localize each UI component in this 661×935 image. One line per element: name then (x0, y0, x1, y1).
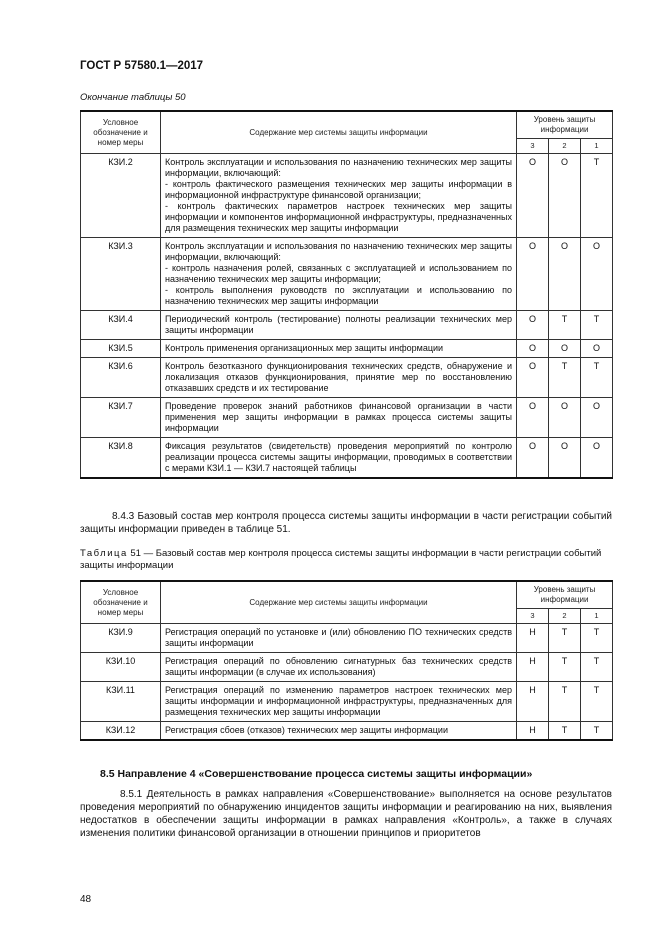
measure-content (161, 682, 517, 722)
level-2-value: О (549, 398, 581, 438)
table-row (81, 154, 613, 238)
measure-content (161, 722, 517, 741)
measure-content-line: Контроль применения организационных мер защиты информации (165, 343, 444, 353)
level-2-value: Т (549, 311, 581, 340)
header-level-1: 1 (581, 609, 613, 624)
header-level-3: 3 (517, 609, 549, 624)
level-2-value: О (549, 438, 581, 479)
level-1-value: Т (581, 653, 613, 682)
table-row (81, 398, 613, 438)
level-1-value: О (581, 238, 613, 311)
measure-content-line: - контроль фактического размещения технических мер защиты информации в информационной инфраструктуре финансовой организации; (165, 179, 512, 200)
header-code: Условное обозначение и номер меры (81, 581, 161, 624)
measure-content-line: - контроль фактических параметров настроек технических мер защиты информации и компонентов информационной инфраструктуры, предназначенных для размещения технических мер защиты информации (165, 201, 512, 233)
level-2-value: Т (549, 682, 581, 722)
measure-content (161, 311, 517, 340)
table-row (81, 682, 613, 722)
level-3-value: Н (517, 653, 549, 682)
level-3-value: О (517, 311, 549, 340)
header-level-2: 2 (549, 609, 581, 624)
table-row (81, 624, 613, 653)
level-3-value: Н (517, 624, 549, 653)
page-number: 48 (80, 894, 92, 905)
level-1-value: О (581, 340, 613, 358)
measure-content-line: Контроль безотказного функционирования технических средств, обнаружение и локализация отказов функционирования, принятие мер по восстановлению отказавших средств и их тестирование (165, 361, 512, 393)
level-3-value: О (517, 238, 549, 311)
level-3-value: Н (517, 722, 549, 741)
measure-content-line: Регистрация сбоев (отказов) технических мер защиты информации (165, 725, 448, 735)
measure-content-line: - контроль назначения ролей, связанных с эксплуатацией и использованием по назначению технических мер защиты информации; (165, 263, 512, 284)
header-levels: Уровень защиты информации (517, 111, 613, 139)
measure-code: КЗИ.5 (81, 340, 161, 358)
measure-content (161, 154, 517, 238)
measure-code: КЗИ.9 (81, 624, 161, 653)
table-50 (80, 110, 613, 479)
level-1-value: О (581, 398, 613, 438)
level-1-value: О (581, 438, 613, 479)
table-row (81, 438, 613, 479)
table51-title (80, 548, 612, 572)
level-3-value: О (517, 398, 549, 438)
level-1-value: Т (581, 154, 613, 238)
measure-code: КЗИ.8 (81, 438, 161, 479)
measure-content-line: - контроль выполнения руководств по эксплуатации и использованию по назначению технических мер защиты информации (165, 285, 512, 306)
paragraph-8-4-3: 8.4.3 Базовый состав мер контроля процесса системы защиты информации в части регистрации событий защиты информации приведен в таблице 51. (80, 511, 612, 535)
level-2-value: О (549, 340, 581, 358)
level-2-value: О (549, 154, 581, 238)
header-levels: Уровень защиты информации (517, 581, 613, 609)
level-3-value: О (517, 438, 549, 479)
measure-content (161, 624, 517, 653)
level-3-value: О (517, 358, 549, 398)
level-2-value: О (549, 238, 581, 311)
table-row (81, 340, 613, 358)
level-2-value: Т (549, 653, 581, 682)
header-level-2: 2 (549, 139, 581, 154)
header-code: Условное обозначение и номер меры (81, 111, 161, 154)
level-1-value: Т (581, 311, 613, 340)
measure-content (161, 358, 517, 398)
measure-code: КЗИ.3 (81, 238, 161, 311)
measure-code: КЗИ.6 (81, 358, 161, 398)
measure-code: КЗИ.4 (81, 311, 161, 340)
header-level-3: 3 (517, 139, 549, 154)
measure-content-line: Фиксация результатов (свидетельств) проведения мероприятий по контролю реализации процесса системы защиты информации, проводимых в соответствии с мерами КЗИ.1 — КЗИ.7 настоящей таблицы (165, 441, 512, 473)
measure-content-line: Регистрация операций по изменению параметров настроек технических мер защиты информации и информационной инфраструктуры, предназначенных для размещения технических мер защиты информации (165, 685, 512, 717)
measure-content (161, 340, 517, 358)
measure-code: КЗИ.12 (81, 722, 161, 741)
measure-content-line: Регистрация операций по обновлению сигнатурных баз технических средств защиты информации (в случае их использования) (165, 656, 512, 677)
level-3-value: О (517, 340, 549, 358)
measure-code: КЗИ.2 (81, 154, 161, 238)
header-content: Содержание мер системы защиты информации (161, 581, 517, 624)
measure-content (161, 238, 517, 311)
header-level-1: 1 (581, 139, 613, 154)
paragraph-8-5-1: 8.5.1 Деятельность в рамках направления «Совершенствование» выполняется на основе результатов проведения мероприятий по обнаружению инцидентов защиты информации и реагированию на них, выявления недостатков в обеспечении защиты информации в рамках направления «Контроль», а также в случаях изменения политики финансовой организации в отношении принципов и приоритетов (80, 789, 612, 839)
table-row (81, 653, 613, 682)
measure-content-line: Контроль эксплуатации и использования по назначению технических мер защиты информации, включающий: (165, 157, 512, 178)
level-3-value: О (517, 154, 549, 238)
table-row (81, 722, 613, 741)
measure-content-line: Регистрация операций по установке и (или) обновлению ПО технических средств защиты информации (165, 627, 512, 648)
document-header: ГОСТ Р 57580.1—2017 (80, 60, 204, 72)
measure-content-line: Контроль эксплуатации и использования по назначению технических мер защиты информации, включающий: (165, 241, 512, 262)
header-content: Содержание мер системы защиты информации (161, 111, 517, 154)
level-1-value: Т (581, 722, 613, 741)
measure-code: КЗИ.10 (81, 653, 161, 682)
measure-content-line: Периодический контроль (тестирование) полноты реализации технических мер защиты информации (165, 314, 512, 335)
table-row (81, 238, 613, 311)
measure-code: КЗИ.11 (81, 682, 161, 722)
level-1-value: Т (581, 358, 613, 398)
table-row (81, 358, 613, 398)
level-2-value: Т (549, 722, 581, 741)
measure-content (161, 398, 517, 438)
table-51 (80, 580, 613, 741)
measure-content (161, 438, 517, 479)
level-2-value: Т (549, 358, 581, 398)
measure-content (161, 653, 517, 682)
table50-caption: Окончание таблицы 50 (80, 92, 186, 103)
level-1-value: Т (581, 682, 613, 722)
measure-code: КЗИ.7 (81, 398, 161, 438)
measure-content-line: Проведение проверок знаний работников финансовой организации в части применения мер защиты информации в рамках процесса системы защиты информации (165, 401, 512, 433)
table-row (81, 311, 613, 340)
level-2-value: Т (549, 624, 581, 653)
level-3-value: Н (517, 682, 549, 722)
table51-title-text: 51 — Базовый состав мер контроля процесса системы защиты информации в части регистрации событий защиты информации (80, 548, 602, 571)
table51-title-label: Таблица (80, 548, 128, 559)
level-1-value: Т (581, 624, 613, 653)
section-heading-8-5: 8.5 Направление 4 «Совершенствование процесса системы защиты информации» (100, 768, 533, 780)
